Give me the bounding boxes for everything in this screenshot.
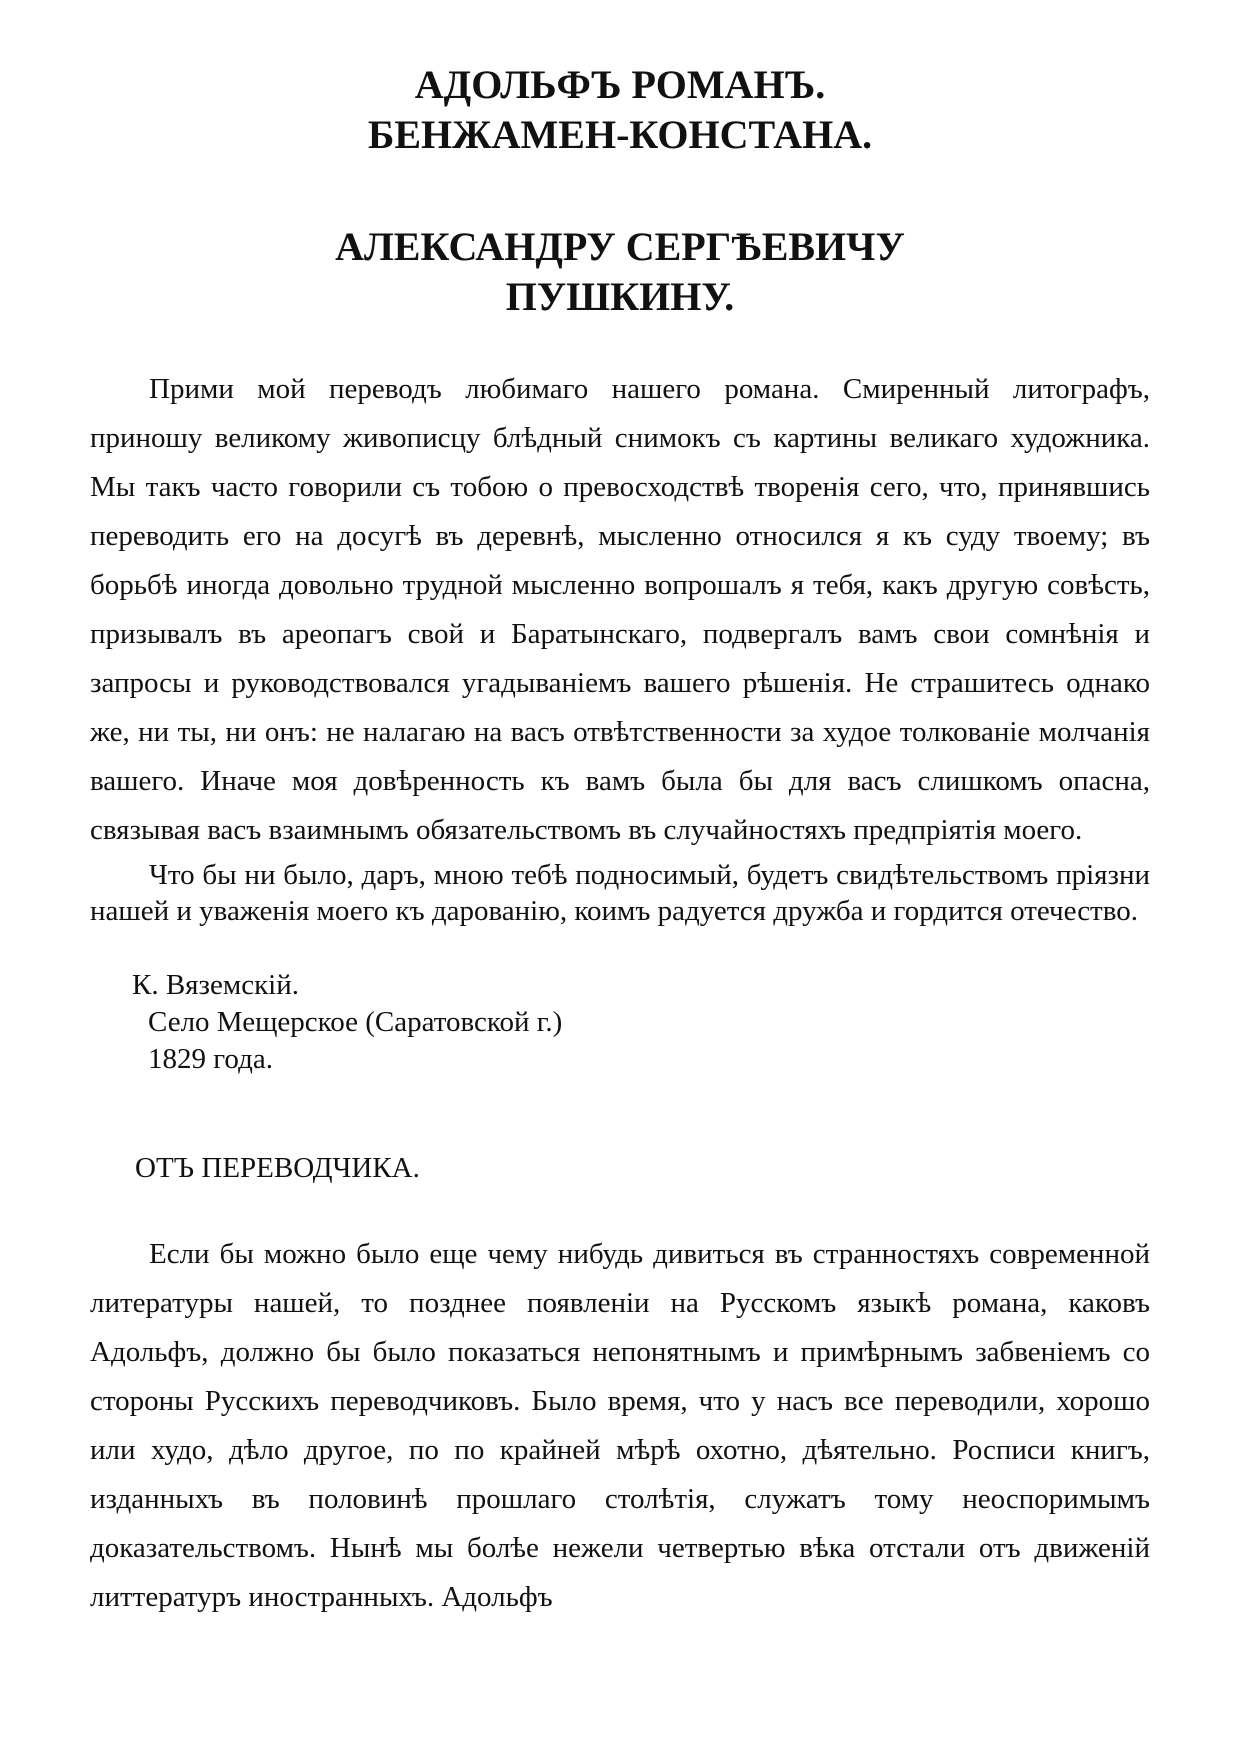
dedication-paragraph-1: Прими мой переводъ любимаго нашего романа. Смиренный литографъ, приношу великому живописцу блѣдный снимокъ съ картины великаго художника. Мы такъ часто говорили съ тобою о превосходствѣ творенія сего, что, принявшись переводить его на досугѣ въ деревнѣ, мысленно относился я къ суду твоему; въ борьбѣ иногда довольно трудной мысленно вопрошалъ я тебя, какъ другую совѣсть, призывалъ въ ареопагъ свой и Баратынскаго, подвергалъ вамъ свои сомнѣнія и запросы и руководствовался угадываніемъ вашего рѣшенія. Не страшитесь однако же, ни ты, ни онъ: не налагаю на васъ отвѣтственности за худое толкованіе молчанія вашего. Иначе моя довѣренность къ вамъ была бы для васъ слишкомъ опасна, связывая васъ взаимнымъ обязательствомъ въ случайностяхъ предпріятія моего. <box>90 373 1150 846</box>
dedication-line-1: АЛЕКСАНДРУ СЕРГѢЕВИЧУ <box>335 224 905 269</box>
signature-date: 1829 года. <box>148 1043 273 1075</box>
dedication-heading <box>90 222 1150 322</box>
signature-place: Село Мещерское (Саратовской г.) <box>148 1006 563 1038</box>
document-page <box>90 60 1150 1622</box>
book-title-line-2: БЕНЖАМЕН-КОНСТАНА. <box>367 112 873 157</box>
book-title <box>90 60 1150 160</box>
book-title-line-1: АДОЛЬФЪ РОМАНЪ. <box>414 62 826 107</box>
translator-note-heading: ОТЪ ПЕРЕВОДЧИКА. <box>135 1152 420 1184</box>
signature-block <box>90 967 1150 1078</box>
dedication-line-2: ПУШКИНУ. <box>505 274 735 319</box>
translator-note-paragraph: Если бы можно было еще чему нибудь дивиться въ странностяхъ современной литературы нашей, то позднее появленіи на Русскомъ языкѣ романа, каковъ Адольфъ, должно бы было показаться непонятнымъ и примѣрнымъ забвеніемъ со стороны Русскихъ переводчиковъ. Было время, что у насъ все переводили, хорошо или худо, дѣло другое, по по крайней мѣрѣ охотно, дѣятельно. Росписи книгъ, изданныхъ въ половинѣ прошлаго столѣтія, служатъ тому неоспоримымъ доказательствомъ. Нынѣ мы болѣе нежели четвертью вѣка отстали отъ движеній литтературъ иностранныхъ. Адольфъ <box>90 1238 1150 1613</box>
dedication-paragraph-2: Что бы ни было, даръ, мною тебѣ подносимый, будетъ свидѣтельствомъ пріязни нашей и уваженія моего къ дарованію, коимъ радуется дружба и гордится отечество. <box>90 859 1150 927</box>
signature-name: К. Вяземскій. <box>132 969 299 1001</box>
